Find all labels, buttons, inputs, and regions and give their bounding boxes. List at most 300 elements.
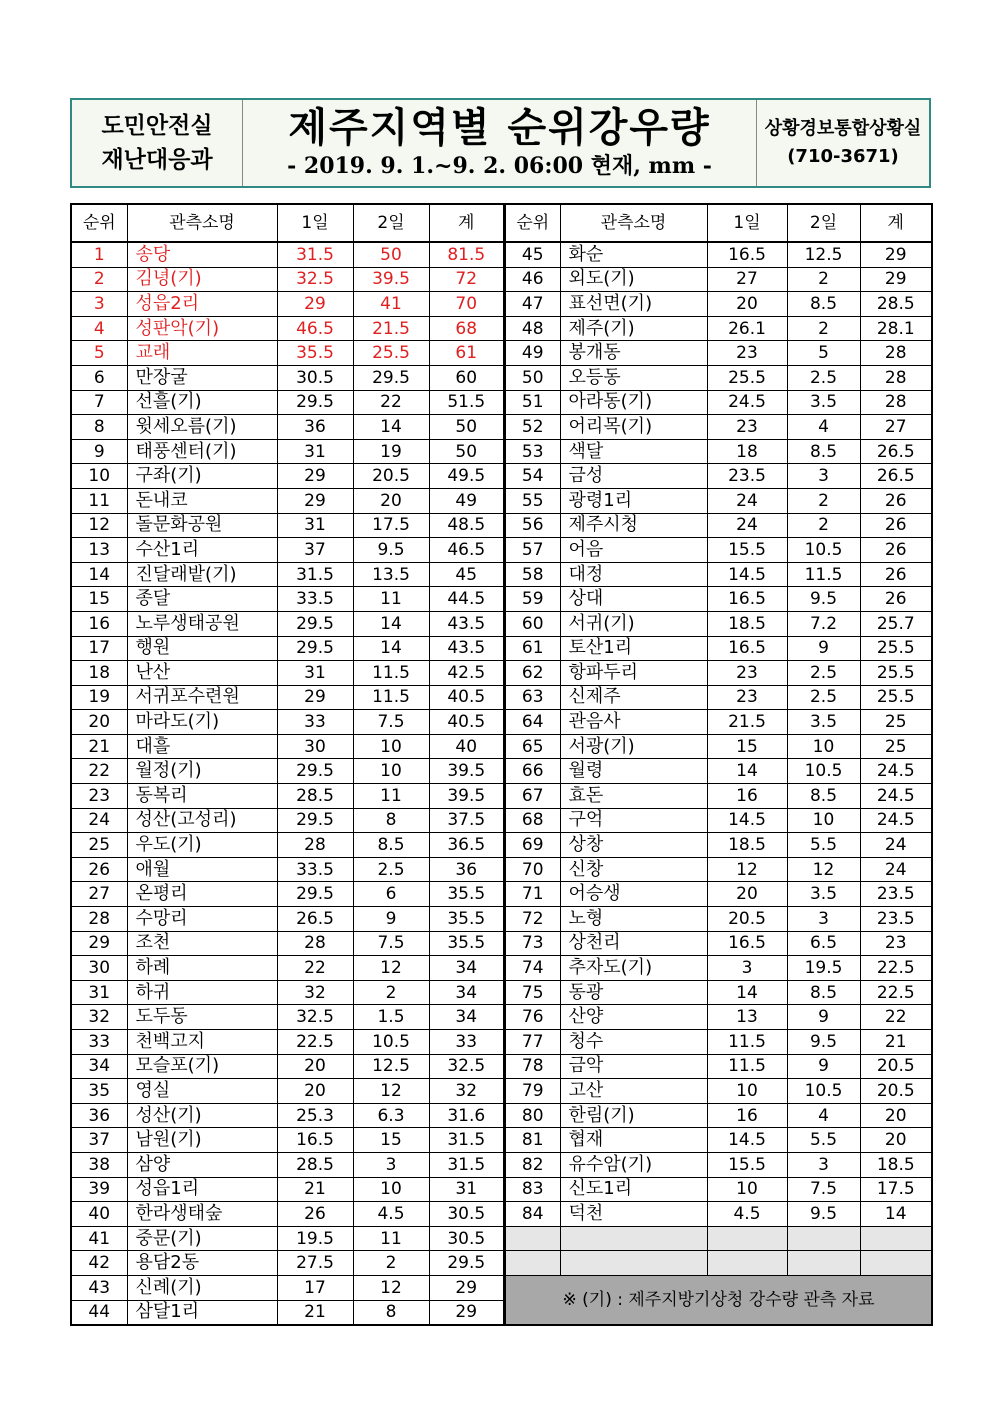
rank-cell: 63 [505,685,560,710]
station-name-cell: 산양 [560,1005,707,1030]
table-row [505,292,932,317]
table-row [71,1128,504,1153]
total-value-cell: 32 [429,1079,504,1104]
day1-value-cell: 20.5 [707,907,787,932]
table-row [71,808,504,833]
total-value-cell: 26 [860,513,932,538]
day1-value-cell: 16.5 [707,242,787,267]
day1-value-cell: 30.5 [277,365,353,390]
day1-value-cell: 21.5 [707,710,787,735]
total-value-cell: 61 [429,341,504,366]
table-row [71,292,504,317]
rank-cell: 19 [71,685,127,710]
col-total: 계 [860,204,932,242]
total-value-cell: 72 [429,267,504,292]
day2-value-cell: 8.5 [787,784,860,809]
rank-cell: 10 [71,464,127,489]
total-value-cell: 20 [860,1103,932,1128]
station-name-cell: 수산1리 [127,538,277,563]
station-name-cell: 외도(기) [560,267,707,292]
day2-value-cell: 6 [353,882,429,907]
station-name-cell: 협재 [560,1128,707,1153]
station-name-cell: 온평리 [127,882,277,907]
table-row [71,661,504,686]
total-value-cell: 29 [429,1275,504,1300]
table-row [71,341,504,366]
table-row [505,784,932,809]
col-rank: 순위 [505,204,560,242]
day2-value-cell: 12 [787,857,860,882]
table-row [71,1177,504,1202]
rank-cell: 14 [71,562,127,587]
station-name-cell: 수망리 [127,907,277,932]
day2-value-cell: 2.5 [787,661,860,686]
station-name-cell: 남원(기) [127,1128,277,1153]
day2-value-cell: 9.5 [787,1030,860,1055]
day2-value-cell: 8 [353,1300,429,1325]
table-row [505,833,932,858]
day1-value-cell: 16.5 [707,636,787,661]
total-value-cell: 20.5 [860,1079,932,1104]
day1-value-cell: 10 [707,1079,787,1104]
total-value-cell: 34 [429,956,504,981]
total-value-cell: 26.5 [860,464,932,489]
rank-cell: 79 [505,1079,560,1104]
total-value-cell: 68 [429,316,504,341]
rank-cell: 76 [505,1005,560,1030]
station-name-cell: 상대 [560,587,707,612]
rank-cell: 23 [71,784,127,809]
day1-value-cell: 14.5 [707,808,787,833]
total-value-cell: 24 [860,833,932,858]
day1-value-cell: 11.5 [707,1054,787,1079]
station-name-cell: 한림(기) [560,1103,707,1128]
rank-cell: 84 [505,1202,560,1227]
rank-cell: 78 [505,1054,560,1079]
total-value-cell: 31.6 [429,1103,504,1128]
table-row [505,1030,932,1055]
station-name-cell: 봉개동 [560,341,707,366]
rank-cell: 40 [71,1202,127,1227]
station-name-cell: 신창 [560,857,707,882]
day2-value-cell: 10 [353,1177,429,1202]
rank-cell: 61 [505,636,560,661]
station-name-cell: 월령 [560,759,707,784]
day1-value-cell: 29 [277,292,353,317]
total-value-cell: 34 [429,1005,504,1030]
station-name-cell: 삼달1리 [127,1300,277,1325]
rank-cell: 52 [505,415,560,440]
station-name-cell: 태풍센터(기) [127,439,277,464]
day1-value-cell: 23 [707,685,787,710]
total-value-cell: 51.5 [429,390,504,415]
day2-value-cell: 10.5 [787,1079,860,1104]
rank-cell: 83 [505,1177,560,1202]
table-row [505,1128,932,1153]
day1-value-cell: 23.5 [707,464,787,489]
total-value-cell: 25.7 [860,611,932,636]
table-row [71,685,504,710]
table-row [505,1054,932,1079]
col-rank: 순위 [71,204,127,242]
station-name-cell: 서광(기) [560,734,707,759]
total-value-cell: 25.5 [860,685,932,710]
day1-value-cell: 15.5 [707,538,787,563]
empty-cell [505,1251,560,1276]
table-row [71,439,504,464]
day2-value-cell: 11.5 [787,562,860,587]
total-value-cell: 14 [860,1202,932,1227]
table-row [505,1079,932,1104]
rank-cell: 49 [505,341,560,366]
station-name-cell: 상창 [560,833,707,858]
station-name-cell: 중문(기) [127,1226,277,1251]
department-line2: 재난대응과 [101,147,213,173]
day2-value-cell: 7.5 [787,1177,860,1202]
table-row [505,1152,932,1177]
total-value-cell: 24.5 [860,784,932,809]
table-row [505,488,932,513]
table-row [505,907,932,932]
total-value-cell: 28.1 [860,316,932,341]
total-value-cell: 27 [860,415,932,440]
table-row [71,1300,504,1325]
total-value-cell: 26.5 [860,439,932,464]
total-value-cell: 28 [860,365,932,390]
rank-cell: 70 [505,857,560,882]
rank-cell: 4 [71,316,127,341]
station-name-cell: 서귀(기) [560,611,707,636]
station-name-cell: 김녕(기) [127,267,277,292]
day1-value-cell: 13 [707,1005,787,1030]
day2-value-cell: 2.5 [787,365,860,390]
empty-cell [860,1226,932,1251]
total-value-cell: 22.5 [860,956,932,981]
total-value-cell: 34 [429,980,504,1005]
station-name-cell: 제주(기) [560,316,707,341]
day1-value-cell: 21 [277,1177,353,1202]
day2-value-cell: 3 [787,464,860,489]
col-station: 관측소명 [127,204,277,242]
day2-value-cell: 5.5 [787,833,860,858]
station-name-cell: 삼양 [127,1152,277,1177]
station-name-cell: 노형 [560,907,707,932]
station-name-cell: 토산1리 [560,636,707,661]
day1-value-cell: 25.3 [277,1103,353,1128]
day1-value-cell: 29 [277,464,353,489]
table-row [71,1202,504,1227]
day1-value-cell: 16 [707,1103,787,1128]
table-row [71,390,504,415]
total-value-cell: 22 [860,1005,932,1030]
department-block [72,100,243,186]
day2-value-cell: 5.5 [787,1128,860,1153]
rank-cell: 8 [71,415,127,440]
day2-value-cell: 14 [353,636,429,661]
day2-value-cell: 3 [353,1152,429,1177]
rank-cell: 6 [71,365,127,390]
table-row [505,439,932,464]
table-row [505,882,932,907]
day1-value-cell: 24 [707,513,787,538]
table-row [71,1251,504,1276]
total-value-cell: 42.5 [429,661,504,686]
total-value-cell: 39.5 [429,759,504,784]
day2-value-cell: 2 [787,488,860,513]
total-value-cell: 48.5 [429,513,504,538]
total-value-cell: 22.5 [860,980,932,1005]
total-value-cell: 44.5 [429,587,504,612]
station-name-cell: 유수암(기) [560,1152,707,1177]
table-row [71,242,504,267]
day2-value-cell: 41 [353,292,429,317]
station-name-cell: 난산 [127,661,277,686]
rank-cell: 36 [71,1103,127,1128]
table-header-row [505,204,932,242]
total-value-cell: 31 [429,1177,504,1202]
contact-office: 상황경보통합상황실 [764,118,922,139]
rank-cell: 69 [505,833,560,858]
station-name-cell: 덕천 [560,1202,707,1227]
day1-value-cell: 29 [277,488,353,513]
total-value-cell: 70 [429,292,504,317]
rank-cell: 56 [505,513,560,538]
table-row [505,710,932,735]
rank-cell: 3 [71,292,127,317]
day2-value-cell: 1.5 [353,1005,429,1030]
day2-value-cell: 12 [353,1275,429,1300]
rank-cell: 32 [71,1005,127,1030]
table-row [505,242,932,267]
total-value-cell: 49.5 [429,464,504,489]
empty-cell [560,1226,707,1251]
rank-cell: 60 [505,611,560,636]
rank-cell: 68 [505,808,560,833]
station-name-cell: 어리목(기) [560,415,707,440]
day1-value-cell: 31 [277,513,353,538]
day1-value-cell: 27.5 [277,1251,353,1276]
day1-value-cell: 37 [277,538,353,563]
day1-value-cell: 16.5 [707,931,787,956]
total-value-cell: 28.5 [860,292,932,317]
day1-value-cell: 14 [707,759,787,784]
day2-value-cell: 14 [353,415,429,440]
station-name-cell: 윗세오름(기) [127,415,277,440]
day2-value-cell: 8.5 [353,833,429,858]
total-value-cell: 17.5 [860,1177,932,1202]
day2-value-cell: 14 [353,611,429,636]
table-row [505,611,932,636]
table-row [71,316,504,341]
day1-value-cell: 20 [707,292,787,317]
rank-cell: 81 [505,1128,560,1153]
day2-value-cell: 8 [353,808,429,833]
day2-value-cell: 22 [353,390,429,415]
day2-value-cell: 9 [353,907,429,932]
total-value-cell: 30.5 [429,1226,504,1251]
total-value-cell: 18.5 [860,1152,932,1177]
day1-value-cell: 16 [707,784,787,809]
day2-value-cell: 10.5 [353,1030,429,1055]
table-row [71,1054,504,1079]
rank-cell: 48 [505,316,560,341]
table-row [71,1103,504,1128]
station-name-cell: 색달 [560,439,707,464]
day1-value-cell: 29.5 [277,636,353,661]
rank-cell: 54 [505,464,560,489]
station-name-cell: 우도(기) [127,833,277,858]
rank-cell: 2 [71,267,127,292]
day1-value-cell: 28.5 [277,784,353,809]
day2-value-cell: 9 [787,636,860,661]
day1-value-cell: 33.5 [277,857,353,882]
station-name-cell: 신도1리 [560,1177,707,1202]
station-name-cell: 아라동(기) [560,390,707,415]
station-name-cell: 영실 [127,1079,277,1104]
rank-cell: 46 [505,267,560,292]
table-row [71,267,504,292]
table-row [71,931,504,956]
empty-cell [560,1251,707,1276]
total-value-cell: 43.5 [429,636,504,661]
station-name-cell: 고산 [560,1079,707,1104]
day1-value-cell: 19.5 [277,1226,353,1251]
station-name-cell: 성읍1리 [127,1177,277,1202]
station-name-cell: 진달래밭(기) [127,562,277,587]
day2-value-cell: 12 [353,956,429,981]
station-name-cell: 송당 [127,242,277,267]
rank-cell: 72 [505,907,560,932]
total-value-cell: 29 [860,242,932,267]
day2-value-cell: 25.5 [353,341,429,366]
table-row [71,882,504,907]
rank-cell: 57 [505,538,560,563]
total-value-cell: 29 [860,267,932,292]
contact-block [756,100,929,186]
total-value-cell: 81.5 [429,242,504,267]
empty-cell [707,1226,787,1251]
rank-cell: 5 [71,341,127,366]
day2-value-cell: 4.5 [353,1202,429,1227]
table-row [505,734,932,759]
table-row [505,538,932,563]
table-row [71,611,504,636]
total-value-cell: 25 [860,710,932,735]
station-name-cell: 구억 [560,808,707,833]
table-row [71,1079,504,1104]
table-row [71,365,504,390]
day1-value-cell: 28 [277,931,353,956]
department-line1: 도민안전실 [101,113,213,139]
empty-row [505,1226,932,1251]
day1-value-cell: 24.5 [707,390,787,415]
station-name-cell: 하례 [127,956,277,981]
day1-value-cell: 20 [277,1054,353,1079]
rank-cell: 15 [71,587,127,612]
table-row [505,1202,932,1227]
table-row [71,759,504,784]
table-row [71,415,504,440]
total-value-cell: 20 [860,1128,932,1153]
station-name-cell: 동광 [560,980,707,1005]
day1-value-cell: 31.5 [277,562,353,587]
rank-cell: 35 [71,1079,127,1104]
day2-value-cell: 20 [353,488,429,513]
total-value-cell: 35.5 [429,931,504,956]
station-name-cell: 광령1리 [560,488,707,513]
table-row [505,464,932,489]
day1-value-cell: 18.5 [707,611,787,636]
day2-value-cell: 15 [353,1128,429,1153]
day2-value-cell: 3.5 [787,882,860,907]
table-row [505,808,932,833]
day2-value-cell: 2 [353,1251,429,1276]
day1-value-cell: 18.5 [707,833,787,858]
station-name-cell: 신제주 [560,685,707,710]
rank-cell: 45 [505,242,560,267]
rank-cell: 16 [71,611,127,636]
station-name-cell: 한라생태숲 [127,1202,277,1227]
table-row [505,1103,932,1128]
total-value-cell: 26 [860,538,932,563]
total-value-cell: 24 [860,857,932,882]
day1-value-cell: 29.5 [277,611,353,636]
day2-value-cell: 8.5 [787,980,860,1005]
day1-value-cell: 29.5 [277,390,353,415]
table-row [71,907,504,932]
page-title: 제주지역별 순위강우량 [288,105,711,151]
day1-value-cell: 4.5 [707,1202,787,1227]
rank-cell: 11 [71,488,127,513]
station-name-cell: 돌문화공원 [127,513,277,538]
day2-value-cell: 11.5 [353,685,429,710]
day1-value-cell: 23 [707,415,787,440]
title-block [243,100,756,186]
total-value-cell: 25.5 [860,661,932,686]
note-row [505,1275,932,1325]
day2-value-cell: 10 [787,808,860,833]
table-row [505,341,932,366]
station-name-cell: 조천 [127,931,277,956]
total-value-cell: 23 [860,931,932,956]
station-name-cell: 종달 [127,587,277,612]
total-value-cell: 50 [429,439,504,464]
station-name-cell: 애월 [127,857,277,882]
day2-value-cell: 9.5 [353,538,429,563]
day1-value-cell: 29.5 [277,882,353,907]
rank-cell: 9 [71,439,127,464]
table-row [505,587,932,612]
rank-cell: 62 [505,661,560,686]
day2-value-cell: 2 [787,267,860,292]
rank-cell: 29 [71,931,127,956]
col-total: 계 [429,204,504,242]
table-row [71,956,504,981]
table-row [71,464,504,489]
empty-cell [707,1251,787,1276]
day2-value-cell: 2.5 [787,685,860,710]
rank-cell: 1 [71,242,127,267]
station-name-cell: 금성 [560,464,707,489]
table-row [71,587,504,612]
station-name-cell: 월정(기) [127,759,277,784]
day1-value-cell: 20 [707,882,787,907]
day2-value-cell: 3 [787,907,860,932]
station-name-cell: 도두동 [127,1005,277,1030]
table-row [505,1177,932,1202]
total-value-cell: 40.5 [429,685,504,710]
total-value-cell: 31.5 [429,1152,504,1177]
